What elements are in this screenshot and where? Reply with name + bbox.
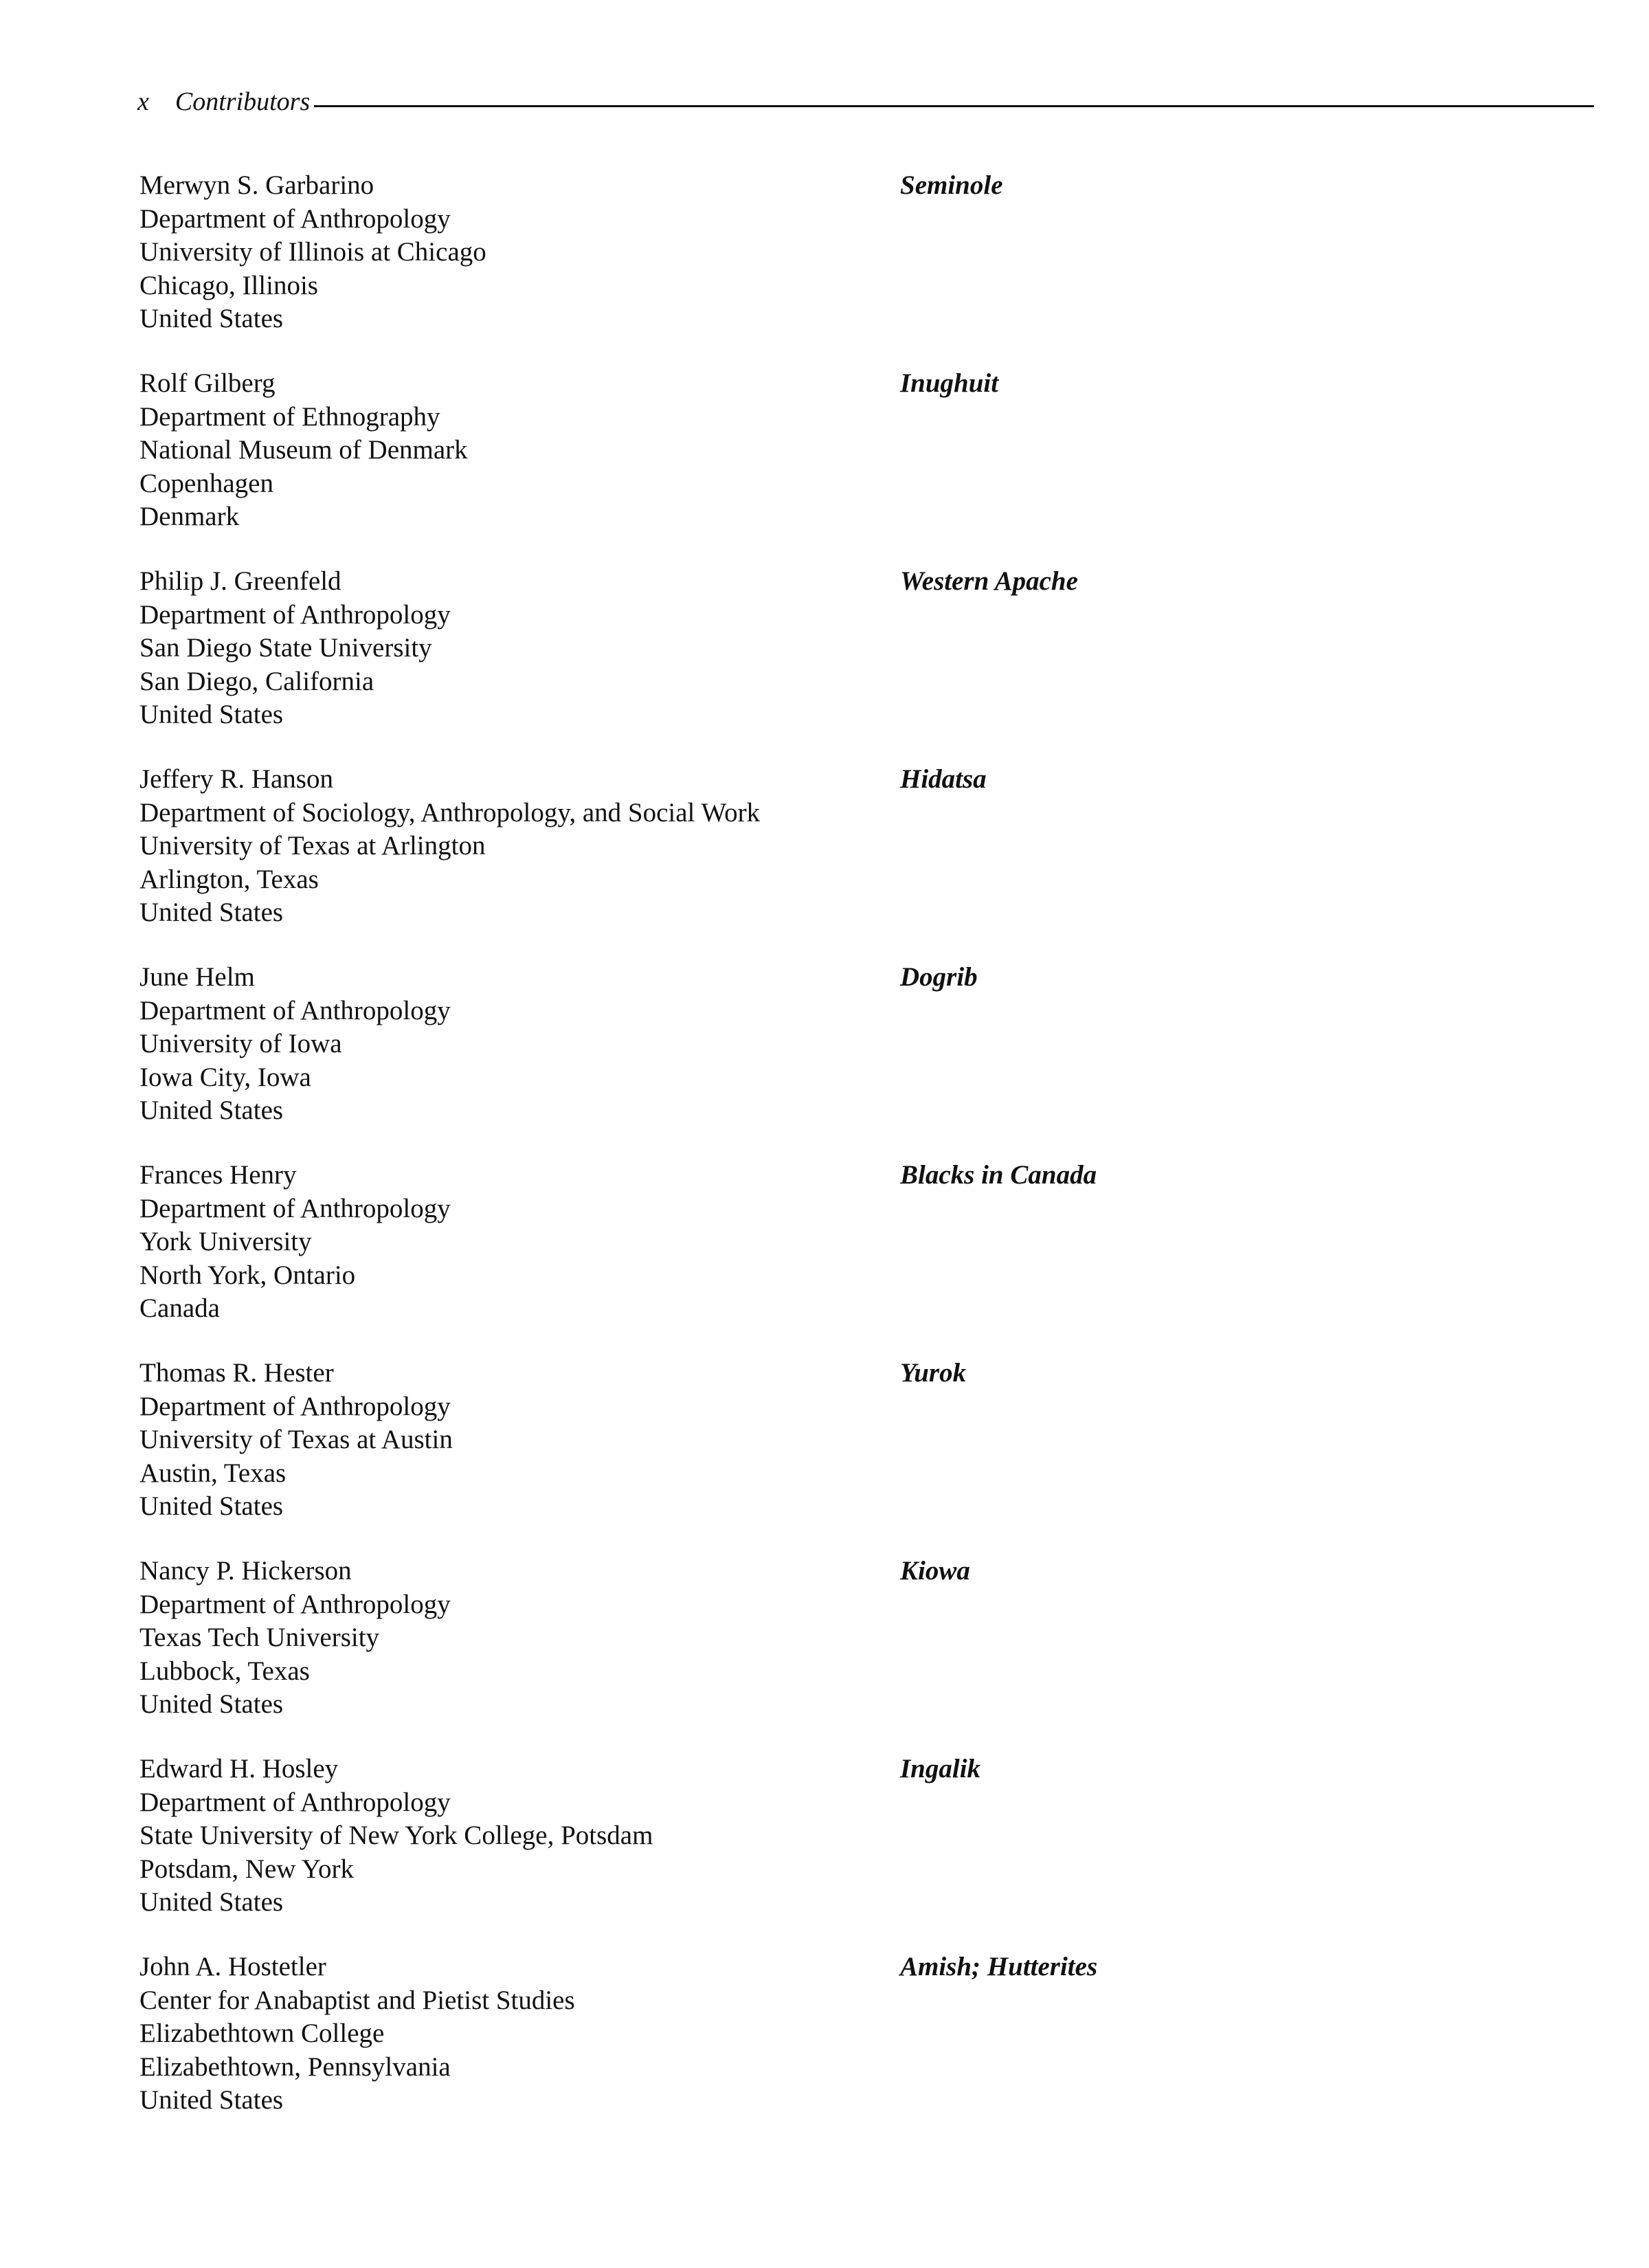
contributor-department: Center for Anabaptist and Pietist Studies	[139, 1985, 575, 2015]
contributor-country: Canada	[139, 1293, 220, 1323]
contributor-department: Department of Anthropology	[139, 203, 451, 234]
contributor-entry	[139, 1555, 1569, 1753]
contributor-address	[139, 1950, 895, 2117]
contributor-institution: State University of New York College, Potsdam	[139, 1821, 653, 1850]
contributor-department: Department of Anthropology	[139, 995, 451, 1025]
contributor-address	[139, 1159, 895, 1326]
contributor-topic: Kiowa	[900, 1556, 970, 1586]
contributor-city: Lubbock, Texas	[139, 1656, 310, 1686]
contributor-city: Iowa City, Iowa	[139, 1062, 311, 1092]
contributor-department: Department of Anthropology	[139, 1391, 451, 1421]
contributor-name: June Helm	[139, 962, 255, 992]
running-header	[137, 87, 1594, 128]
contributor-city: Elizabethtown, Pennsylvania	[139, 2052, 451, 2082]
contributor-country: United States	[139, 304, 284, 333]
contributor-entry	[139, 1950, 1569, 2148]
contributor-entry	[139, 1159, 1569, 1357]
contributor-entry	[139, 961, 1569, 1159]
contributor-name: Frances Henry	[139, 1160, 297, 1190]
contributor-address	[139, 1555, 895, 1722]
contributor-entry	[139, 565, 1569, 763]
contributor-institution: San Diego State University	[139, 633, 432, 663]
contributor-department: Department of Sociology, Anthropology, and Social Work	[139, 797, 761, 827]
contributor-institution: University of Iowa	[139, 1029, 342, 1058]
contributor-name: John A. Hostetler	[139, 1952, 326, 1981]
contributor-city: Arlington, Texas	[139, 864, 319, 894]
contributor-country: United States	[139, 700, 284, 729]
contributor-entry	[139, 763, 1569, 961]
contributor-institution: York University	[139, 1227, 312, 1256]
contributor-entry	[139, 169, 1569, 367]
contributor-name: Thomas R. Hester	[139, 1358, 334, 1388]
contributor-address	[139, 367, 895, 534]
contributor-department: Department of Anthropology	[139, 1787, 451, 1817]
contributor-city: San Diego, California	[139, 666, 374, 696]
contributor-topic: Western Apache	[900, 566, 1078, 596]
contributor-topic: Dogrib	[900, 962, 978, 992]
contributor-department: Department of Ethnography	[139, 401, 440, 432]
section-title: Contributors	[175, 87, 311, 116]
contributor-institution: Elizabethtown College	[139, 2019, 385, 2048]
contributor-name: Rolf Gilberg	[139, 368, 276, 398]
contributor-topic: Amish; Hutterites	[900, 1952, 1098, 1981]
contributor-department: Department of Anthropology	[139, 599, 451, 630]
contributor-department: Department of Anthropology	[139, 1589, 451, 1619]
contributor-country: United States	[139, 1689, 284, 1719]
contributor-city: Austin, Texas	[139, 1458, 287, 1488]
page-number: x	[137, 87, 149, 116]
contributor-country: Denmark	[139, 502, 240, 531]
contributor-entry	[139, 1357, 1569, 1555]
contributor-entry	[139, 367, 1569, 565]
contributor-topic: Yurok	[900, 1358, 967, 1388]
contributor-address	[139, 169, 895, 336]
contributor-name: Philip J. Greenfeld	[139, 566, 341, 596]
contributor-institution: University of Illinois at Chicago	[139, 237, 486, 267]
contributor-name: Merwyn S. Garbarino	[139, 170, 374, 200]
contributor-entry	[139, 1753, 1569, 1950]
contributor-name: Nancy P. Hickerson	[139, 1556, 352, 1586]
contributor-country: United States	[139, 1491, 284, 1521]
contributor-institution: University of Texas at Arlington	[139, 831, 486, 860]
contributor-address	[139, 1357, 895, 1524]
contributor-country: United States	[139, 1887, 284, 1917]
contributor-country: United States	[139, 898, 284, 927]
contributor-city: Chicago, Illinois	[139, 270, 318, 300]
contributor-list	[139, 169, 1569, 2148]
contributor-topic: Inughuit	[900, 368, 999, 398]
contributor-topic: Seminole	[900, 170, 1003, 200]
contributor-country: United States	[139, 2085, 284, 2115]
contributor-topic: Blacks in Canada	[900, 1160, 1097, 1190]
contributor-address	[139, 763, 895, 930]
header-rule	[314, 105, 1594, 107]
contributor-city: North York, Ontario	[139, 1260, 356, 1290]
contributor-name: Edward H. Hosley	[139, 1754, 339, 1783]
contributor-topic: Hidatsa	[900, 764, 987, 794]
contributor-address	[139, 565, 895, 732]
contributor-city: Copenhagen	[139, 468, 273, 498]
contributor-topic: Ingalik	[900, 1754, 981, 1783]
contributor-address	[139, 961, 895, 1128]
contributor-department: Department of Anthropology	[139, 1193, 451, 1223]
contributor-institution: University of Texas at Austin	[139, 1425, 453, 1454]
contributor-institution: National Museum of Denmark	[139, 435, 468, 465]
contributor-name: Jeffery R. Hanson	[139, 764, 333, 794]
contributor-country: United States	[139, 1096, 284, 1125]
contributor-city: Potsdam, New York	[139, 1854, 355, 1884]
contributor-address	[139, 1753, 895, 1920]
contributor-institution: Texas Tech University	[139, 1623, 380, 1652]
